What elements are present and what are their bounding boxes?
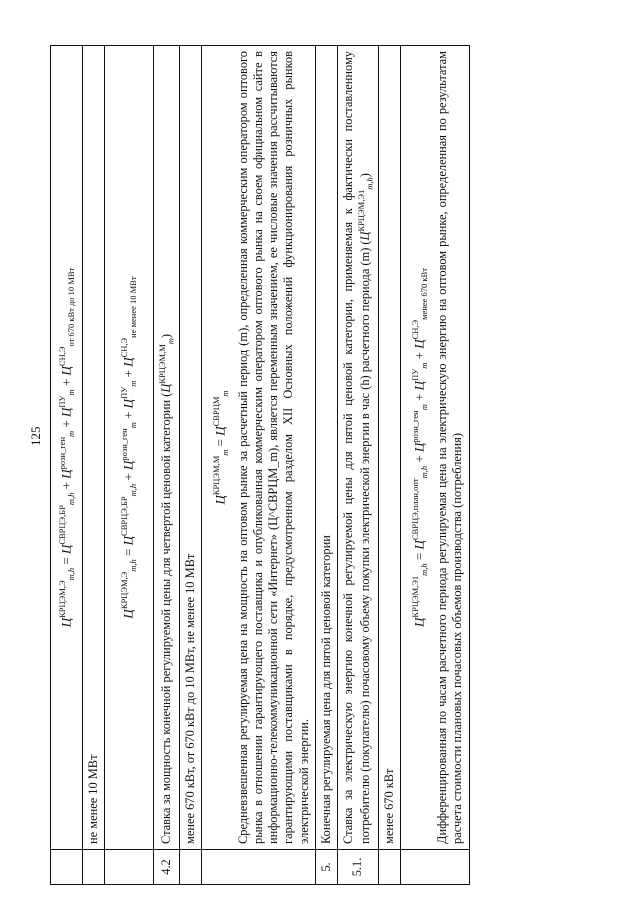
table-row [201,46,315,885]
row-block [401,46,470,850]
page-number: 125 [28,426,43,446]
row-label: не менее 10 МВт [83,46,105,850]
table-row [105,46,153,885]
table-row [83,46,105,885]
row-text: Конечная регулируемая цена для пятой ценовой категории [315,46,337,850]
row-block [201,46,315,850]
formula-r1: $Ц^{КРЦЭМ,Э}_{m,h} = Ц^{СВРЦЭ,БР}_{m,h} + Ц^{розн\_ген}_m + Ц^{ПУ}_m + Ц^{СН,Э}_{от 670 кВт до 10 МВт}$ [51,46,83,850]
table-row [51,46,83,885]
row-text: Ставка за мощность конечной регулируемой цены для четвертой ценовой категории $(Ц^{КРЦЭМ,М}_m)$ [153,46,179,850]
formula-r10: $Ц^{КРЦЭМ,Э1}_{m,h} = Ц^{СВРЦЭ,план,опт}_{m,h} + Ц^{розн\_ген}_m + Ц^{ПУ}_m + Ц^{СН,Э}_{менее 670 кВт}$ [410,268,429,627]
row-text: Средневзвешенная регулируемая цена на мощность на оптовом рынке за расчетный период (m), определенная коммерческим оператором оптового рынка в отношении гарантирующего поставщика и опубликованная коммерческим оператором оптового рынка на своем официальном сайте в информационно-телекоммуникационной сети «Интернет» (Ц^СВРЦМ_m), является переменным значением, ее числовые значения рассчитываются гарантирующими поставщиками в порядке, предусмотренном разделом XII Основных положений функционирования розничных рынков электрической энергии. [236,51,311,844]
row-text: Дифференцированная по часам расчетного периода регулируемая цена на электрическую энергию на оптовом рынке, определенная по результатам расчета стоимости плановых почасовых объемов производства (потребления) [435,51,465,844]
row-label: менее 670 кВт [378,46,400,850]
table-row [315,46,337,885]
row-number: 5. [315,850,337,885]
table-row [153,46,179,885]
formula-r6: $Ц^{КРЦЭМ,М}_m = Ц^{СВРЦМ}_m$ [210,390,230,505]
tariff-table [50,45,470,885]
table-row [401,46,470,885]
table-row [179,46,201,885]
row-number: 4.2 [153,850,179,885]
row-label: менее 670 кВт, от 670 кВт до 10 МВт, не менее 10 МВт [179,46,201,850]
rotated-table-page [50,45,590,885]
row-number: 5.1. [337,850,378,885]
table-row [378,46,400,885]
formula-r3: $Ц^{КРЦЭМ,Э}_{m,h} = Ц^{СВРЦЭ,БР}_{m,h} + Ц^{розн\_ген}_m + Ц^{ПУ}_m + Ц^{СН,Э}_{не менее 10 МВт}$ [105,46,153,850]
table-row [337,46,378,885]
row-text: Ставка за электрическую энергию конечной регулируемой цены для пятой ценовой категории, применяемая к фактически поставленному потребителю (покупателю) почасовому объему покупки электрической энергии в час (h) расчетного периода (m) $(Ц^{КРЦЭМ,Э1}_{m,h})$ [337,46,378,850]
